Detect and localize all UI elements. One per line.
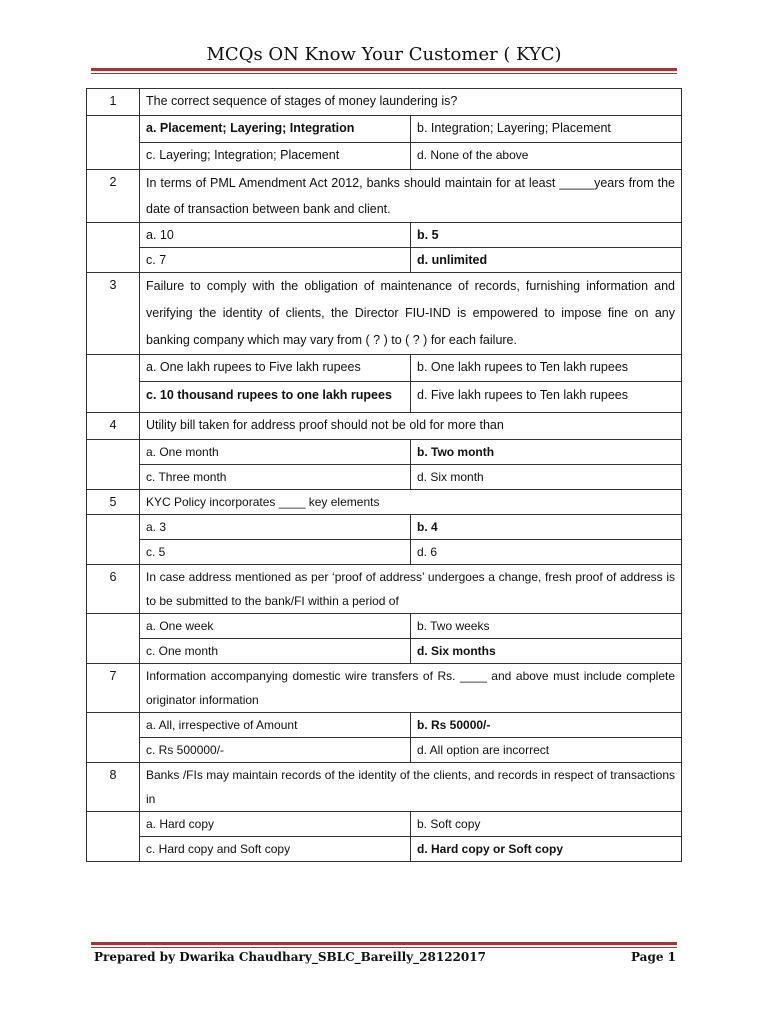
option-b: b. Rs 50000/- — [411, 713, 682, 738]
option-a: a. One week — [140, 614, 411, 639]
options-row — [87, 116, 682, 143]
footer-rule-thin — [91, 947, 677, 948]
mcq-table — [86, 88, 682, 862]
blank-cell — [87, 116, 140, 170]
footer-rule — [91, 942, 677, 945]
option-b: b. One lakh rupees to Ten lakh rupees — [411, 355, 682, 382]
question-number: 2 — [87, 170, 140, 223]
option-b: b. 4 — [411, 515, 682, 540]
option-c: c. Layering; Integration; Placement — [140, 143, 411, 170]
options-row — [87, 614, 682, 639]
option-c: c. 5 — [140, 540, 411, 565]
option-d: d. 6 — [411, 540, 682, 565]
question-text: Information accompanying domestic wire transfers of Rs. ____ and above must include complete originator information — [140, 664, 682, 713]
option-a: a. Hard copy — [140, 812, 411, 837]
question-row — [87, 565, 682, 614]
question-number: 1 — [87, 89, 140, 116]
option-c: c. 10 thousand rupees to one lakh rupees — [140, 382, 411, 413]
blank-cell — [87, 713, 140, 763]
header-rule-thin — [91, 73, 677, 74]
options-row — [87, 738, 682, 763]
option-b: b. Soft copy — [411, 812, 682, 837]
option-c: c. 7 — [140, 248, 411, 273]
question-number: 8 — [87, 763, 140, 812]
question-text: In case address mentioned as per ‘proof of address’ undergoes a change, fresh proof of address is to be submitted to the bank/FI within a period of — [140, 565, 682, 614]
question-row — [87, 763, 682, 812]
option-a: a. 10 — [140, 223, 411, 248]
option-b: b. Integration; Layering; Placement — [411, 116, 682, 143]
question-number: 6 — [87, 565, 140, 614]
options-row — [87, 382, 682, 413]
blank-cell — [87, 355, 140, 413]
options-row — [87, 440, 682, 465]
option-a: a. All, irrespective of Amount — [140, 713, 411, 738]
blank-cell — [87, 812, 140, 862]
question-row — [87, 413, 682, 440]
blank-cell — [87, 223, 140, 273]
option-d: d. All option are incorrect — [411, 738, 682, 763]
options-row — [87, 223, 682, 248]
options-row — [87, 515, 682, 540]
options-row — [87, 465, 682, 490]
option-d: d. Five lakh rupees to Ten lakh rupees — [411, 382, 682, 413]
option-b: b. 5 — [411, 223, 682, 248]
option-b: b. Two month — [411, 440, 682, 465]
option-a: a. Placement; Layering; Integration — [140, 116, 411, 143]
options-row — [87, 639, 682, 664]
question-text: Failure to comply with the obligation of maintenance of records, furnishing information and verifying the identity of clients, the Director FIU-IND is empowered to impose fine on any banking company which may vary from ( ? ) to ( ? ) for each failure. — [140, 273, 682, 355]
option-c: c. Hard copy and Soft copy — [140, 837, 411, 862]
options-row — [87, 713, 682, 738]
question-row — [87, 664, 682, 713]
question-number: 3 — [87, 273, 140, 355]
page-number: Page 1 — [630, 950, 676, 964]
blank-cell — [87, 440, 140, 490]
question-text: Banks /FIs may maintain records of the identity of the clients, and records in respect of transactions in — [140, 763, 682, 812]
question-row — [87, 89, 682, 116]
option-c: c. Three month — [140, 465, 411, 490]
option-d: d. Six months — [411, 639, 682, 664]
option-d: d. None of the above — [411, 143, 682, 170]
question-number: 4 — [87, 413, 140, 440]
header-rule — [91, 68, 677, 71]
question-text: In terms of PML Amendment Act 2012, banks should maintain for at least _____years from the date of transaction between bank and client. — [140, 170, 682, 223]
question-row — [87, 273, 682, 355]
options-row — [87, 143, 682, 170]
question-text: Utility bill taken for address proof should not be old for more than — [140, 413, 682, 440]
options-row — [87, 355, 682, 382]
option-c: c. One month — [140, 639, 411, 664]
option-d: d. unlimited — [411, 248, 682, 273]
option-a: a. One lakh rupees to Five lakh rupees — [140, 355, 411, 382]
option-d: d. Hard copy or Soft copy — [411, 837, 682, 862]
options-row — [87, 248, 682, 273]
question-text: The correct sequence of stages of money laundering is? — [140, 89, 682, 116]
footer-author: Prepared by Dwarika Chaudhary_SBLC_Bareilly_28122017 — [94, 950, 486, 964]
question-text: KYC Policy incorporates ____ key elements — [140, 490, 682, 515]
options-row — [87, 540, 682, 565]
option-a: a. One month — [140, 440, 411, 465]
option-c: c. Rs 500000/- — [140, 738, 411, 763]
option-b: b. Two weeks — [411, 614, 682, 639]
blank-cell — [87, 614, 140, 664]
option-a: a. 3 — [140, 515, 411, 540]
page-title: MCQs ON Know Your Customer ( KYC) — [206, 44, 562, 65]
question-row — [87, 490, 682, 515]
options-row — [87, 812, 682, 837]
question-number: 5 — [87, 490, 140, 515]
option-d: d. Six month — [411, 465, 682, 490]
question-number: 7 — [87, 664, 140, 713]
options-row — [87, 837, 682, 862]
question-row — [87, 170, 682, 223]
blank-cell — [87, 515, 140, 565]
